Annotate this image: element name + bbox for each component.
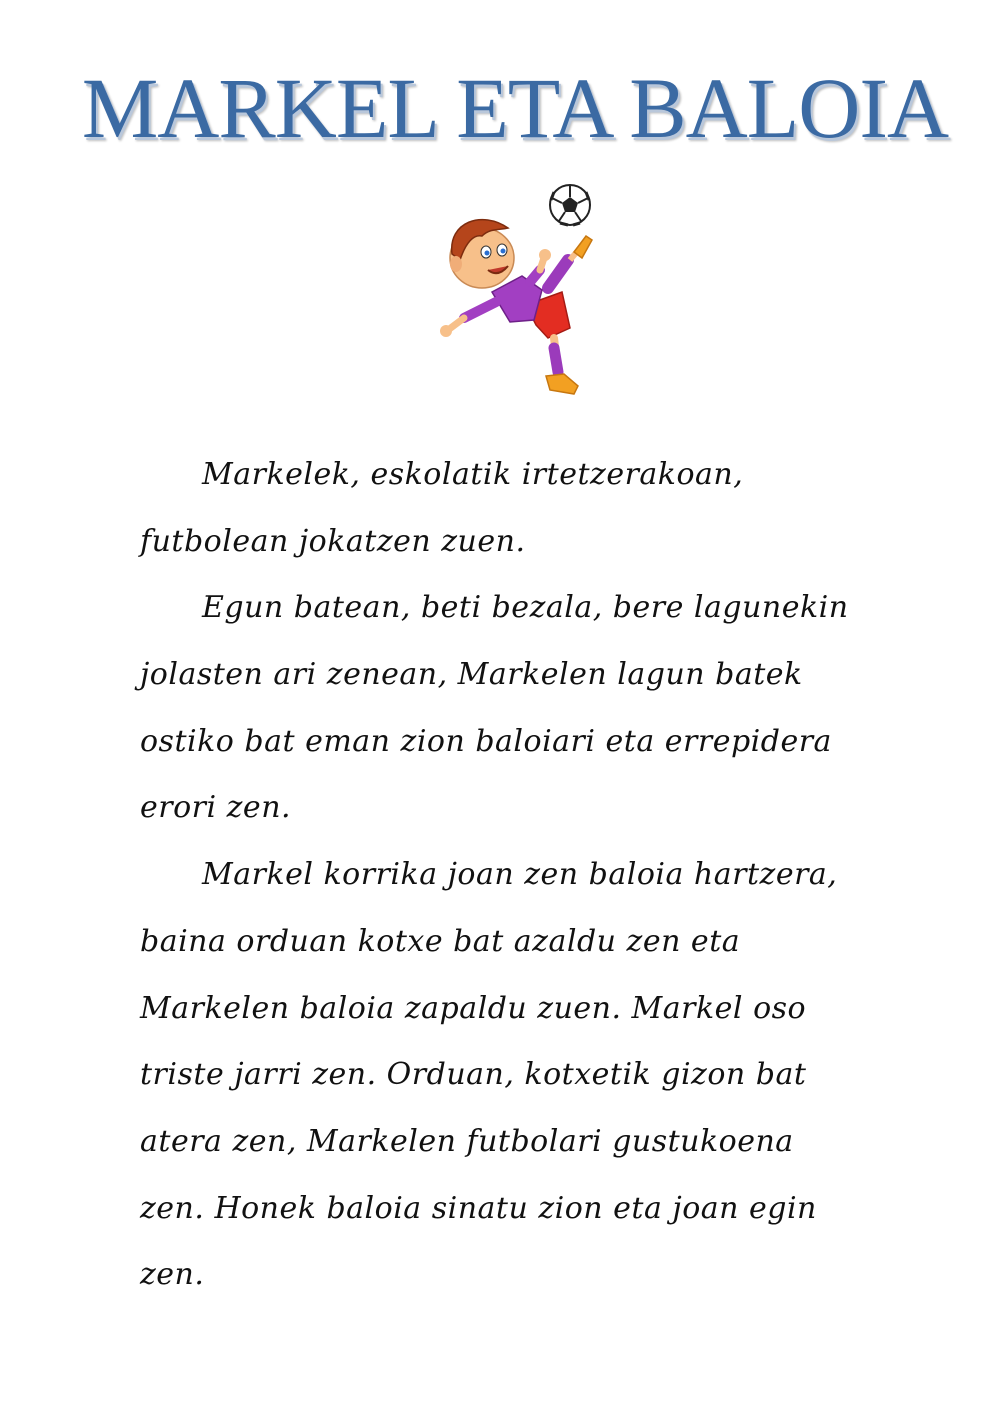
story-line: atera zen, Markelen futbolari gustukoena: [140, 1123, 794, 1159]
story-text: [140, 442, 940, 1309]
story-line: triste jarri zen. Orduan, kotxetik gizon bat: [140, 1057, 807, 1093]
story-line: ostiko bat eman zion baloiari eta errepidera: [140, 723, 832, 759]
story-line: Markelek, eskolatik irtetzerakoan,: [202, 457, 744, 492]
story-line: baina orduan kotxe bat azaldu zen eta: [140, 923, 741, 959]
soccer-ball-icon: [550, 185, 590, 225]
story-line: Egun batean, beti bezala, bere lagunekin: [202, 590, 849, 626]
story-line: erori zen.: [140, 790, 292, 826]
page-title: MARKEL ETA BALOIA: [81, 60, 949, 156]
story-line: zen.: [140, 1257, 205, 1293]
story-line: Markelen baloia zapaldu zuen. Markel oso: [140, 990, 807, 1026]
story-line: jolasten ari zenean, Markelen lagun batek: [140, 657, 803, 693]
story-line: Markel korrika joan zen baloia hartzera,: [202, 857, 838, 893]
story-line: zen. Honek baloia sinatu zion eta joan egin: [140, 1190, 817, 1226]
boy-kicking-soccer-ball-icon: [430, 180, 600, 400]
story-line: futbolean jokatzen zuen.: [140, 523, 526, 559]
